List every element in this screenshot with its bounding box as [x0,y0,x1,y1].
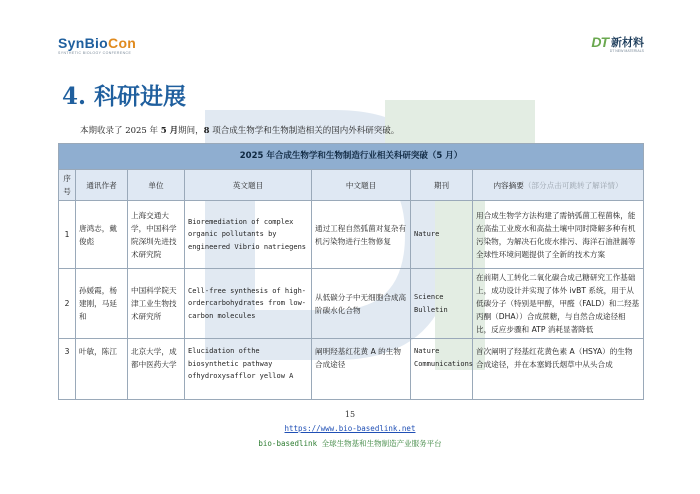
row-summary-link[interactable]: 首次阐明了羟基红花黄色素 A（HSYA）的生物合成途径，并在本塞姆氏烟草中从头合成 [473,339,644,400]
intro-paragraph: 本期收录了 2025 年 5 月期间，8 项合成生物学和生物制造相关的国内外科研突破。 [80,126,400,136]
row-seq: 3 [59,339,76,400]
table-row [59,339,644,400]
row-summary-link[interactable]: 用合成生物学方法构建了需钠弧菌工程菌株，能在高盐工业废水和高盐土壤中同时降解多种有机污染物，为解决石化废水排污、海洋石油泄漏等全球性环境问题提供了全新的技术方案 [473,201,644,269]
row-cn-title: 从低碳分子中无细胞合成高阶碳水化合物 [312,269,411,339]
logo-left-part1: SynBio [58,35,109,51]
logo-left-part2: Con [108,35,137,51]
header-seq: 序号 [59,170,76,201]
synbiocon-logo-subtitle: SYNTHETIC BIOLOGY CONFERENCE [58,51,132,55]
table-header-row [59,170,644,201]
intro-month: 5 月 [160,126,179,136]
row-en-title: Elucidation ofthe biosynthetic pathway ofhydroxysafflor yellow A [185,339,312,400]
row-summary-link[interactable]: 在前期人工转化二氧化碳合成己糖研究工作基础上，成功设计并实现了体外 ivBT 系统，用于从低碳分子（特别是甲醇，甲醛（FALD）和二羟基丙酮（DHA））合成蔗糖，与自然合成途径相比，反应步骤和 ATP 消耗显著降低 [473,269,644,339]
row-author: 叶敏，陈江 [76,339,128,400]
header-summary-hint: （部分点击可跳转了解详情） [523,180,623,190]
intro-count: 8 [203,126,210,136]
section-title: 4. 科研进展 [62,83,187,110]
page-header [0,0,700,70]
dt-logo-mark: DT [591,34,608,50]
dt-logo-subtitle: DT NEW MATERIALS [609,49,644,53]
row-journal: Nature Communications [411,339,473,400]
row-journal: Science Bulletin [411,269,473,339]
row-en-title: Cell-free synthesis of high-ordercarbohydrates from low-carbon molecules [185,269,312,339]
row-seq: 2 [59,269,76,339]
table-row [59,201,644,269]
header-summary: 内容摘要（部分点击可跳转了解详情） [473,170,644,201]
row-journal: Nature [411,201,473,269]
row-author: 唐鸿志，戴俊彪 [76,201,128,269]
header-cn-title: 中文题目 [312,170,411,201]
footer-link[interactable]: https://www.bio-basedlink.net [284,424,416,433]
header-journal: 期刊 [411,170,473,201]
research-table [58,143,644,400]
header-unit: 单位 [128,170,185,201]
dt-new-materials-logo [591,34,644,50]
row-unit: 上海交通大学，中国科学院深圳先进技术研究院 [128,201,185,269]
row-unit: 中国科学院天津工业生物技术研究所 [128,269,185,339]
page-number: 15 [344,410,356,419]
synbiocon-logo [58,35,136,51]
row-en-title: Bioremediation of complex organic pollutants by engineered Vibrio natriegens [185,201,312,269]
dt-logo-text: 新材料 [611,36,644,49]
row-seq: 1 [59,201,76,269]
header-en-title: 英文题目 [185,170,312,201]
table-caption: 2025 年合成生物学和生物制造行业相关科研突破（5 月） [59,144,644,170]
row-cn-title: 阐明羟基红花黄 A 的生物合成途径 [312,339,411,400]
row-unit: 北京大学，成都中医药大学 [128,339,185,400]
row-cn-title: 通过工程自然弧菌对复杂有机污染物进行生物修复 [312,201,411,269]
row-author: 孙媛霞，杨建刚，马延和 [76,269,128,339]
footer-tagline: bio-basedlink 全球生物基和生物制造产业服务平台 [258,439,442,448]
table-row [59,269,644,339]
header-author: 通讯作者 [76,170,128,201]
